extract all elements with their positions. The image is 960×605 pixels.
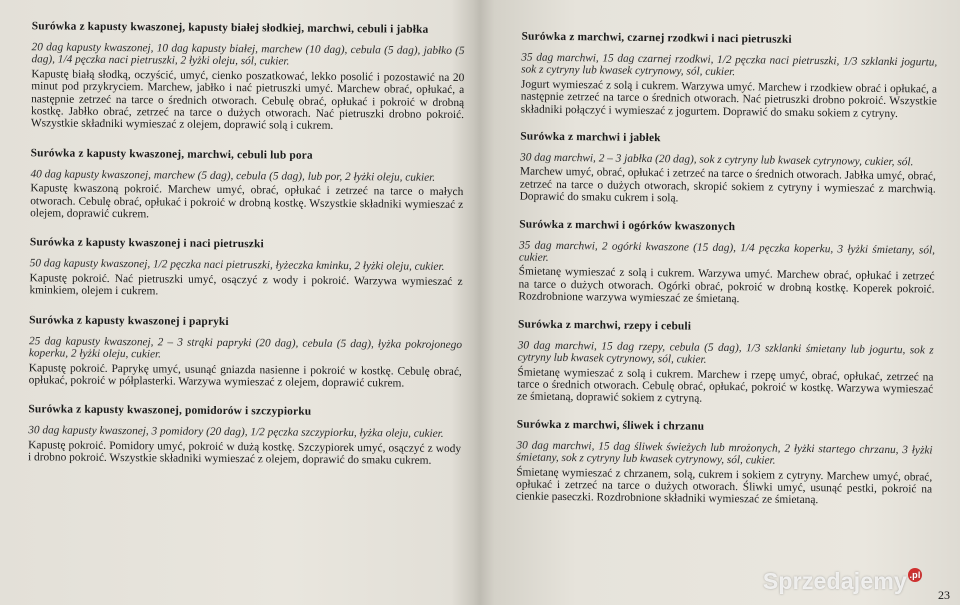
recipe-title: Surówka z marchwi i jabłek xyxy=(520,130,661,145)
recipe-ingredients: 30 dag kapusty kwaszonej, 3 pomidory (20 dag), 1/2 pęczka szczypiorku, łyżka oleju, cukier. xyxy=(28,424,444,441)
recipe-ingredients: 35 dag marchwi, 15 dag czarnej rzodkwi, 1/2 pęczka naci pietruszki, 1/3 szklanki jogurtu, sok z cytryny lub kwasek cytrynowy, sól, cukier. xyxy=(521,51,938,79)
recipe-ingredients: 50 dag kapusty kwaszonej, 1/2 pęczka naci pietruszki, łyżeczka kminku, 2 łyżki oleju, cukier. xyxy=(29,257,445,274)
watermark-logo xyxy=(763,568,922,595)
recipe-title: Surówka z marchwi, czarnej rzodkwi i naci pietruszki xyxy=(521,30,792,46)
recipe-instructions: Śmietanę wymieszać z solą i cukrem. Warzywa umyć. Marchew obrać, opłukać i zetrzeć na tarce o dużych otworach. Ogórki obrać, pokroić w drobną kostkę. Koperek pokroić. Rozdrobnione warzywa wymieszać ze śmietaną. xyxy=(518,265,935,306)
recipe-title: Surówka z kapusty kwaszonej i naci pietruszki xyxy=(29,236,264,251)
recipe-instructions: Kapustę kwaszoną pokroić. Marchew umyć, obrać, opłukać i zetrzeć na tarce o małych otworach. Cebulę obrać, opłukać i pokroić w drobną kostkę. Wszystkie składniki wymieszać z olejem, doprawić cukrem. xyxy=(30,182,464,221)
recipe xyxy=(518,218,935,308)
recipe xyxy=(29,237,463,301)
right-page xyxy=(475,0,960,605)
recipe-ingredients: 30 dag marchwi, 15 dag rzepy, cebula (5 dag), 1/3 szklanki śmietany lub jogurtu, sok z cytryny lub kwasek cytrynowy, sól, cukier. xyxy=(517,339,934,366)
recipe xyxy=(28,404,462,468)
recipe xyxy=(520,131,937,209)
recipe-instructions: Marchew umyć, obrać, opłukać i zetrzeć na tarce o średnich otworach. Jabłka umyć, obrać, zetrzeć na tarce o dużych otworach, skropić sokiem z cytryny i wymieszać z marchwią. Doprawić do smaku cukrem i solą. xyxy=(519,165,936,205)
recipe-title: Surówka z marchwi, rzepy i cebuli xyxy=(517,318,692,333)
recipe-title: Surówka z kapusty kwaszonej, kapusty białej słodkiej, marchwi, cebuli i jabłka xyxy=(31,20,429,36)
recipe-title: Surówka z kapusty kwaszonej, marchwi, cebuli lub pora xyxy=(30,147,313,162)
recipe-instructions: Kapustę pokroić. Pomidory umyć, pokroić w dużą kostkę. Szczypiorek umyć, osączyć z wody i drobno pokroić. Wszystkie składniki wymieszać z olejem, doprawić do smaku cukrem. xyxy=(27,438,462,467)
recipe-instructions: Śmietanę wymieszać z chrzanem, solą, cukrem i sokiem z cytryny. Marchew umyć, obrać, opłukać i zetrzeć na tarce o dużych otworach. Śliwki umyć, usunąć pestki, pokroić na cienkie paseczki. Rozdrobnione składniki wymieszać ze śmietaną. xyxy=(515,465,933,507)
recipe-title: Surówka z marchwi, śliwek i chrzanu xyxy=(516,418,705,433)
recipe-instructions: Kapustę białą słodką, oczyścić, umyć, cienko poszatkować, lekko posolić i pozostawić na 20 minut pod przykryciem. Marchew, jabłko i nać pietruszki umyć. Marchew obrać, opłukać, a następnie zetrzeć na tarce o średnich otworach. Cebulę obrać, opłukać i pokroić w drobną kostkę. Jabłko obrać, zetrzeć na tarce o dużych otworach. Nać pietruszki drobno pokroić. Wszystkie składniki wymieszać z olejem, doprawić solą i cukrem. xyxy=(30,68,465,133)
recipe xyxy=(30,147,464,223)
recipe-ingredients: 40 dag kapusty kwaszonej, marchew (5 dag), cebula (5 dag), lub por, 2 łyżki oleju, cukier. xyxy=(30,168,436,184)
recipe-title: Surówka z kapusty kwaszonej i papryki xyxy=(29,313,229,328)
left-page xyxy=(0,0,475,605)
recipe-instructions: Śmietanę wymieszać z solą i cukrem. Marchew i rzepę umyć, obrać, opłukać, zetrzeć na tarce o średnich otworach. Cebulę obrać, opłukać, pokroić w kostkę. Warzywa wymieszać ze śmietaną, doprawić sokiem z cytryną. xyxy=(517,365,934,406)
recipe-ingredients: 20 dag kapusty kwaszonej, 10 dag kapusty białej, marchew (10 dag), cebula (5 dag), jabłko (5 dag), 1/4 pęczka naci pietruszki, 2 łyżki oleju, sól, cukier. xyxy=(31,41,465,68)
recipe-instructions: Jogurt wymieszać z solą i cukrem. Warzywa umyć. Marchew i rzodkiew obrać i opłukać, a następnie zetrzeć na tarce o średnich otworach. Nać pietruszki drobno pokroić. Wszystkie składniki połączyć i wymieszać z jogurtem. Doprawić do smaku sokiem z cytryny. xyxy=(520,78,938,120)
page-number: 23 xyxy=(938,588,950,602)
watermark-text: Sprzedajemy xyxy=(762,568,907,594)
recipe-title: Surówka z marchwi i ogórków kwaszonych xyxy=(519,218,736,233)
recipe-ingredients: 30 dag marchwi, 2 – 3 jabłka (20 dag), sok z cytryny lub kwasek cytrynowy, cukier, sól. xyxy=(520,151,914,169)
recipe xyxy=(31,20,465,134)
recipe xyxy=(517,318,934,408)
recipe-title: Surówka z kapusty kwaszonej, pomidorów i szczypiorku xyxy=(28,403,312,419)
recipe xyxy=(516,418,933,508)
recipe xyxy=(29,314,463,390)
recipe-instructions: Kapustę pokroić. Nać pietruszki umyć, osączyć z wody i pokroić. Warzywa wymieszać z kminkiem, olejem i cukrem. xyxy=(29,272,463,298)
recipe xyxy=(521,30,938,120)
recipe-ingredients: 25 dag kapusty kwaszonej, 2 – 3 strąki papryki (20 dag), cebula (5 dag), łyżka pokrojonego koperku, 2 łyżki oleju, cukier. xyxy=(28,334,463,361)
recipe-instructions: Kapustę pokroić. Paprykę umyć, usunąć gniazda nasienne i pokroić w kostkę. Cebulę obrać, opłukać, pokroić w półplasterki. Warzywa wymieszać z olejem, doprawić cukrem. xyxy=(28,361,462,390)
recipe-ingredients: 30 dag marchwi, 15 dag śliwek świeżych lub mrożonych, 2 łyżki startego chrzanu, 3 łyżki śmietany, sok z cytryny lub kwasek cytrynowy, sól, cukier. xyxy=(516,439,933,467)
recipe-ingredients: 35 dag marchwi, 2 ogórki kwaszone (15 dag), 1/4 pęczka koperku, 3 łyżki śmietany, sól, cukier. xyxy=(518,239,936,264)
watermark-suffix: .pl xyxy=(909,570,921,580)
